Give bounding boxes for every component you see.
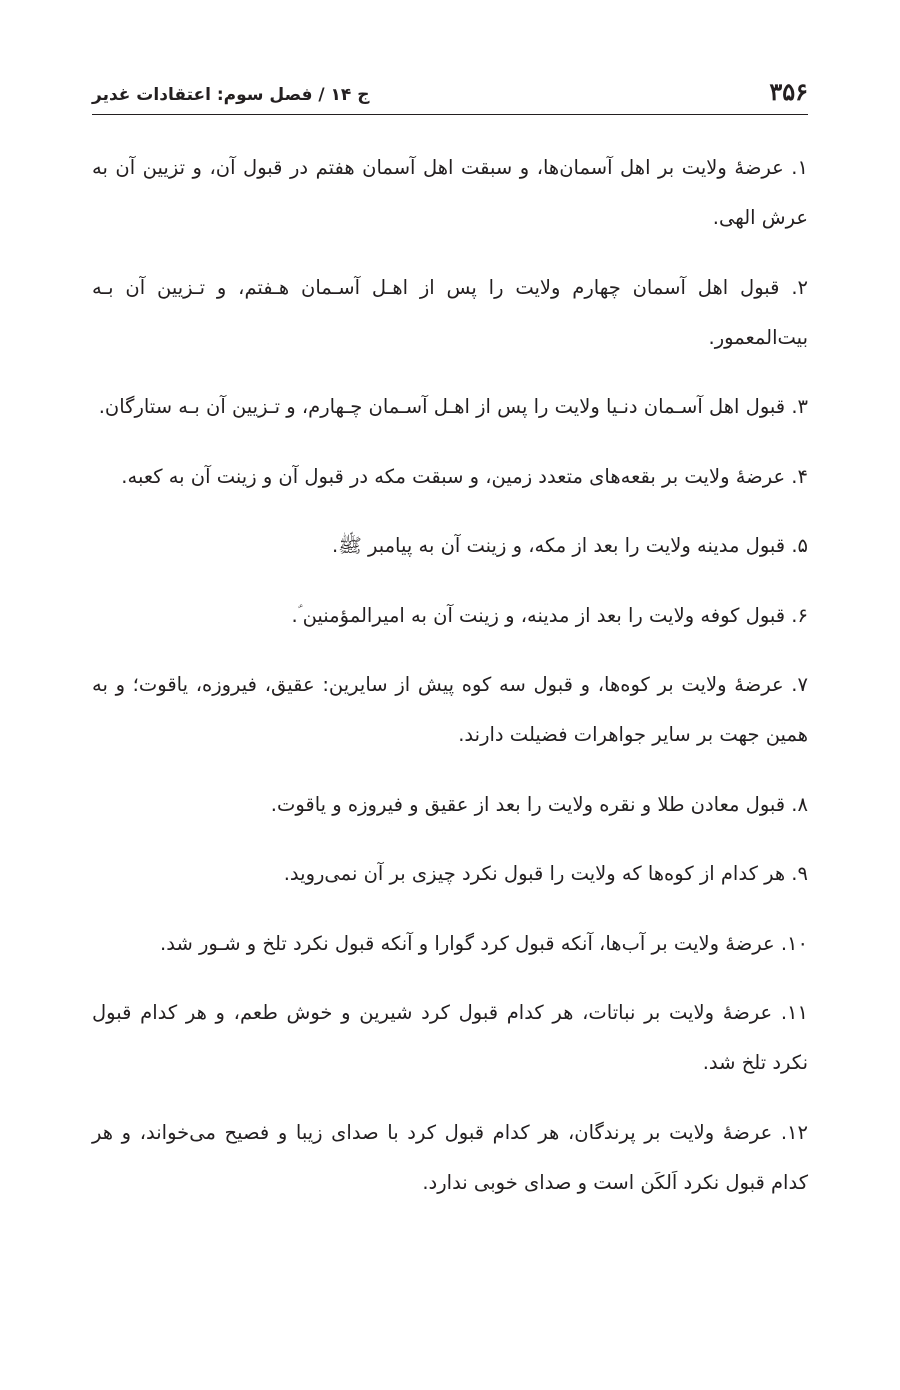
list-item: ۶. قبول کوفه ولایت را بعد از مدینه، و زینت آن به امیرالمؤمنین ؑ. xyxy=(291,603,808,627)
list-item: ۳. قبول اهل آسـمان دنـیا ولایت را پس از اهـل آسـمان چـهارم، و تـزیین آن بـه ستارگان. xyxy=(98,395,808,418)
book-page xyxy=(92,60,808,1218)
list-item: ۵. قبول مدینه ولایت را بعد از مکه، و زینت آن به پیامبر ﷺ. xyxy=(332,534,808,557)
running-title: ج ۱۴ / فصل سوم: اعتقادات غدیر xyxy=(92,85,370,105)
list-item: ۱۱. عرضهٔ ولایت بر نباتات، هر کدام قبول کرد شیرین و خوش طعم، و هر کدام قبول نکرد تلخ شد. xyxy=(92,1001,808,1074)
numbered-list xyxy=(92,143,808,1208)
list-item: ۹. هر کدام از کوه‌ها که ولایت را قبول نکرد چیزی بر آن نمی‌روید. xyxy=(283,862,808,885)
page-header xyxy=(92,60,808,115)
list-item: ۱۰. عرضهٔ ولایت بر آب‌ها، آنکه قبول کرد گوارا و آنکه قبول نکرد تلخ و شـور شد. xyxy=(160,931,808,955)
list-item: ۱۲. عرضهٔ ولایت بر پرندگان، هر کدام قبول کرد با صدای زیبا و فصیح می‌خواند، و هر کدام قبول نکرد اَلکَن است و صدای خوبی ندارد. xyxy=(92,1120,808,1194)
list-item: ۲. قبول اهل آسمان چهارم ولایت را پس از اهـل آسـمان هـفتم، و تـزیین آن بـه بیت‌المعمور. xyxy=(92,275,808,349)
list-item: ۴. عرضهٔ ولایت بر بقعه‌های متعدد زمین، و سبقت مکه در قبول آن و زینت آن به کعبه. xyxy=(121,464,808,488)
page-number: ۳۵۶ xyxy=(769,77,808,106)
list-item: ۱. عرضهٔ ولایت بر اهل آسمان‌ها، و سبقت اهل آسمان هفتم در قبول آن، و تزیین آن به عرش الهی. xyxy=(92,156,808,229)
list-item: ۷. عرضهٔ ولایت بر کوه‌ها، و قبول سه کوه پیش از سایرین: عقیق، فیروزه، یاقوت؛ و به همین جهت بر سایر جواهرات فضیلت دارند. xyxy=(92,673,808,746)
list-item: ۸. قبول معادن طلا و نقره ولایت را بعد از عقیق و فیروزه و یاقوت. xyxy=(270,792,808,816)
